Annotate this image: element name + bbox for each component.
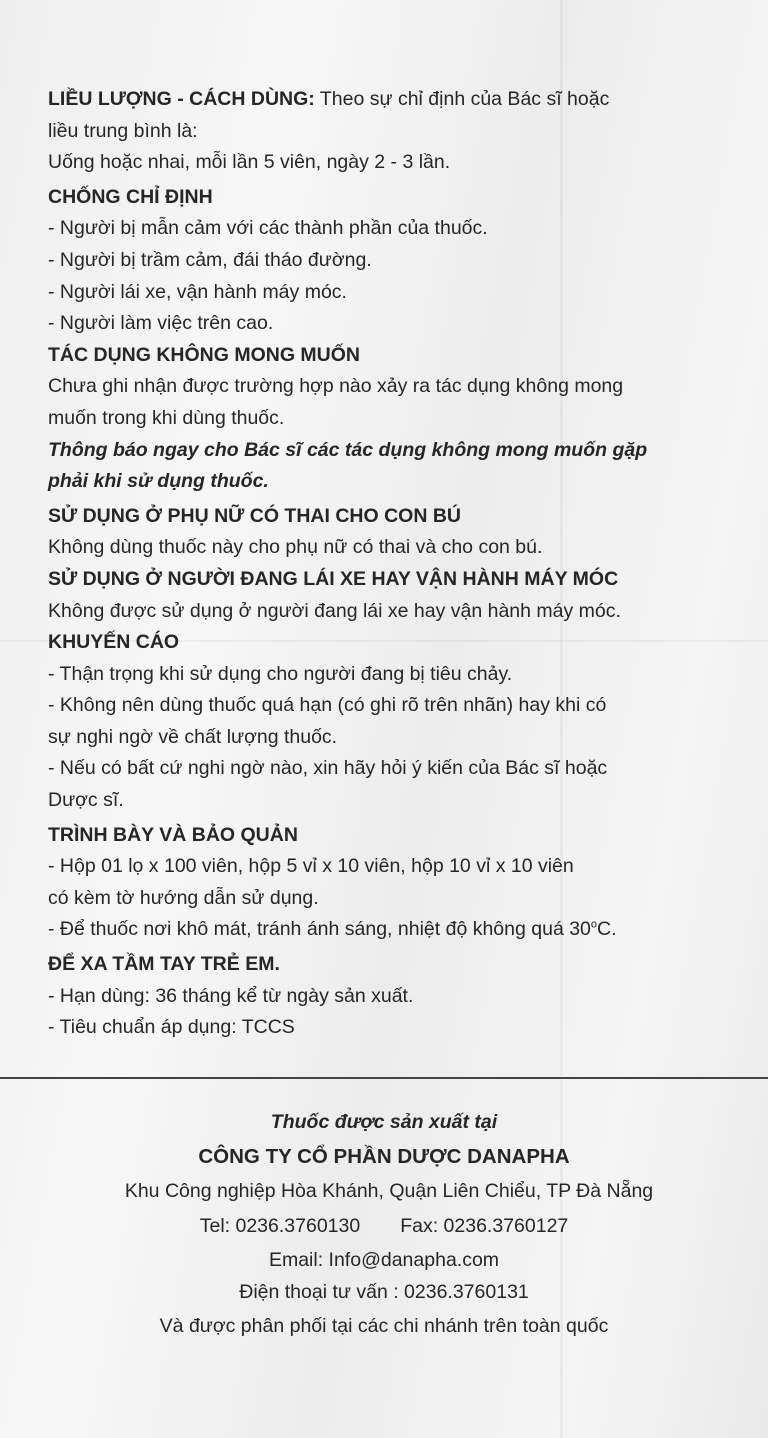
- contraindication-item: - Người bị mẫn cảm với các thành phần của thuốc.: [48, 217, 488, 240]
- contraindication-item: - Người bị trầm cảm, đái tháo đường.: [48, 248, 372, 271]
- children-item: - Tiêu chuẩn áp dụng: TCCS: [48, 1016, 295, 1039]
- contraindications-heading: CHỐNG CHỈ ĐỊNH: [48, 185, 213, 208]
- dosage-heading: LIỀU LƯỢNG - CÁCH DÙNG:: [48, 88, 315, 110]
- pregnancy-text: Không dùng thuốc này cho phụ nữ có thai và cho con bú.: [48, 536, 543, 559]
- contact-phones: [0, 1209, 768, 1244]
- warning-item: sự nghi ngờ về chất lượng thuốc.: [48, 725, 338, 748]
- fax-number: Fax: 0236.3760127: [400, 1214, 569, 1237]
- children-heading: ĐỂ XA TẦM TAY TRẺ EM.: [48, 953, 280, 976]
- driving-text: Không được sử dụng ở người đang lái xe hay vận hành máy móc.: [48, 599, 621, 622]
- hotline: Điện thoại tư vấn : 0236.3760131: [239, 1280, 529, 1303]
- tel-number: Tel: 0236.3760130: [199, 1214, 361, 1237]
- storage-item: [48, 914, 728, 946]
- side-effects-heading: TÁC DỤNG KHÔNG MONG MUỐN: [48, 343, 360, 366]
- pregnancy-heading: SỬ DỤNG Ở PHỤ NỮ CÓ THAI CHO CON BÚ: [48, 504, 461, 527]
- company-email: Email: Info@danapha.com: [268, 1249, 500, 1271]
- dosage-line: [48, 84, 728, 116]
- degree-sign: o: [590, 918, 598, 931]
- warning-item: - Nếu có bất cứ nghi ngờ nào, xin hãy hỏi ý kiến của Bác sĩ hoặc: [48, 757, 608, 780]
- packaging-item: - Hộp 01 lọ x 100 viên, hộp 5 vỉ x 10 viên, hộp 10 vỉ x 10 viên: [48, 855, 574, 878]
- packaging-heading: TRÌNH BÀY VÀ BẢO QUẢN: [48, 823, 298, 846]
- side-effects-notice: Thông báo ngay cho Bác sĩ các tác dụng không mong muốn gặp: [48, 438, 648, 461]
- company-name: CÔNG TY CỔ PHẦN DƯỢC DANAPHA: [198, 1144, 570, 1168]
- company-address: Khu Công nghiệp Hòa Khánh, Quận Liên Chiểu, TP Đà Nẵng: [124, 1180, 654, 1202]
- warning-item: - Không nên dùng thuốc quá hạn (có ghi rõ trên nhãn) hay khi có: [48, 694, 607, 717]
- made-at-label: Thuốc được sản xuất tại: [270, 1111, 498, 1133]
- side-effects-text: Chưa ghi nhận được trường hợp nào xảy ra tác dụng không mong: [48, 375, 624, 398]
- leaflet-body: [48, 84, 728, 1044]
- storage-unit: C.: [597, 918, 617, 941]
- side-effects-notice: phải khi sử dụng thuốc.: [48, 470, 269, 493]
- distribution-note: Và được phân phối tại các chi nhánh trên toàn quốc: [159, 1315, 609, 1337]
- contraindication-item: - Người làm việc trên cao.: [48, 312, 274, 335]
- packaging-item: có kèm tờ hướng dẫn sử dụng.: [48, 886, 319, 909]
- dosage-line: Uống hoặc nhai, mỗi lần 5 viên, ngày 2 - 3 lần.: [48, 151, 451, 174]
- section-divider: [0, 1077, 768, 1079]
- contraindication-item: - Người lái xe, vận hành máy móc.: [48, 280, 347, 303]
- side-effects-text: muốn trong khi dùng thuốc.: [48, 406, 285, 429]
- driving-heading: SỬ DỤNG Ở NGƯỜI ĐANG LÁI XE HAY VẬN HÀNH MÁY MÓC: [48, 567, 619, 590]
- dosage-text: Theo sự chỉ định của Bác sĩ hoặc: [314, 88, 610, 110]
- manufacturer-footer: [0, 1105, 768, 1344]
- children-item: - Hạn dùng: 36 tháng kể từ ngày sản xuất.: [48, 984, 414, 1007]
- warning-item: Dược sĩ.: [48, 789, 124, 812]
- warning-item: - Thận trọng khi sử dụng cho người đang bị tiêu chảy.: [48, 662, 513, 685]
- warnings-heading: KHUYẾN CÁO: [48, 631, 180, 654]
- storage-text: - Để thuốc nơi khô mát, tránh ánh sáng, nhiệt độ không quá 30: [48, 918, 591, 941]
- dosage-line: liều trung bình là:: [48, 119, 198, 142]
